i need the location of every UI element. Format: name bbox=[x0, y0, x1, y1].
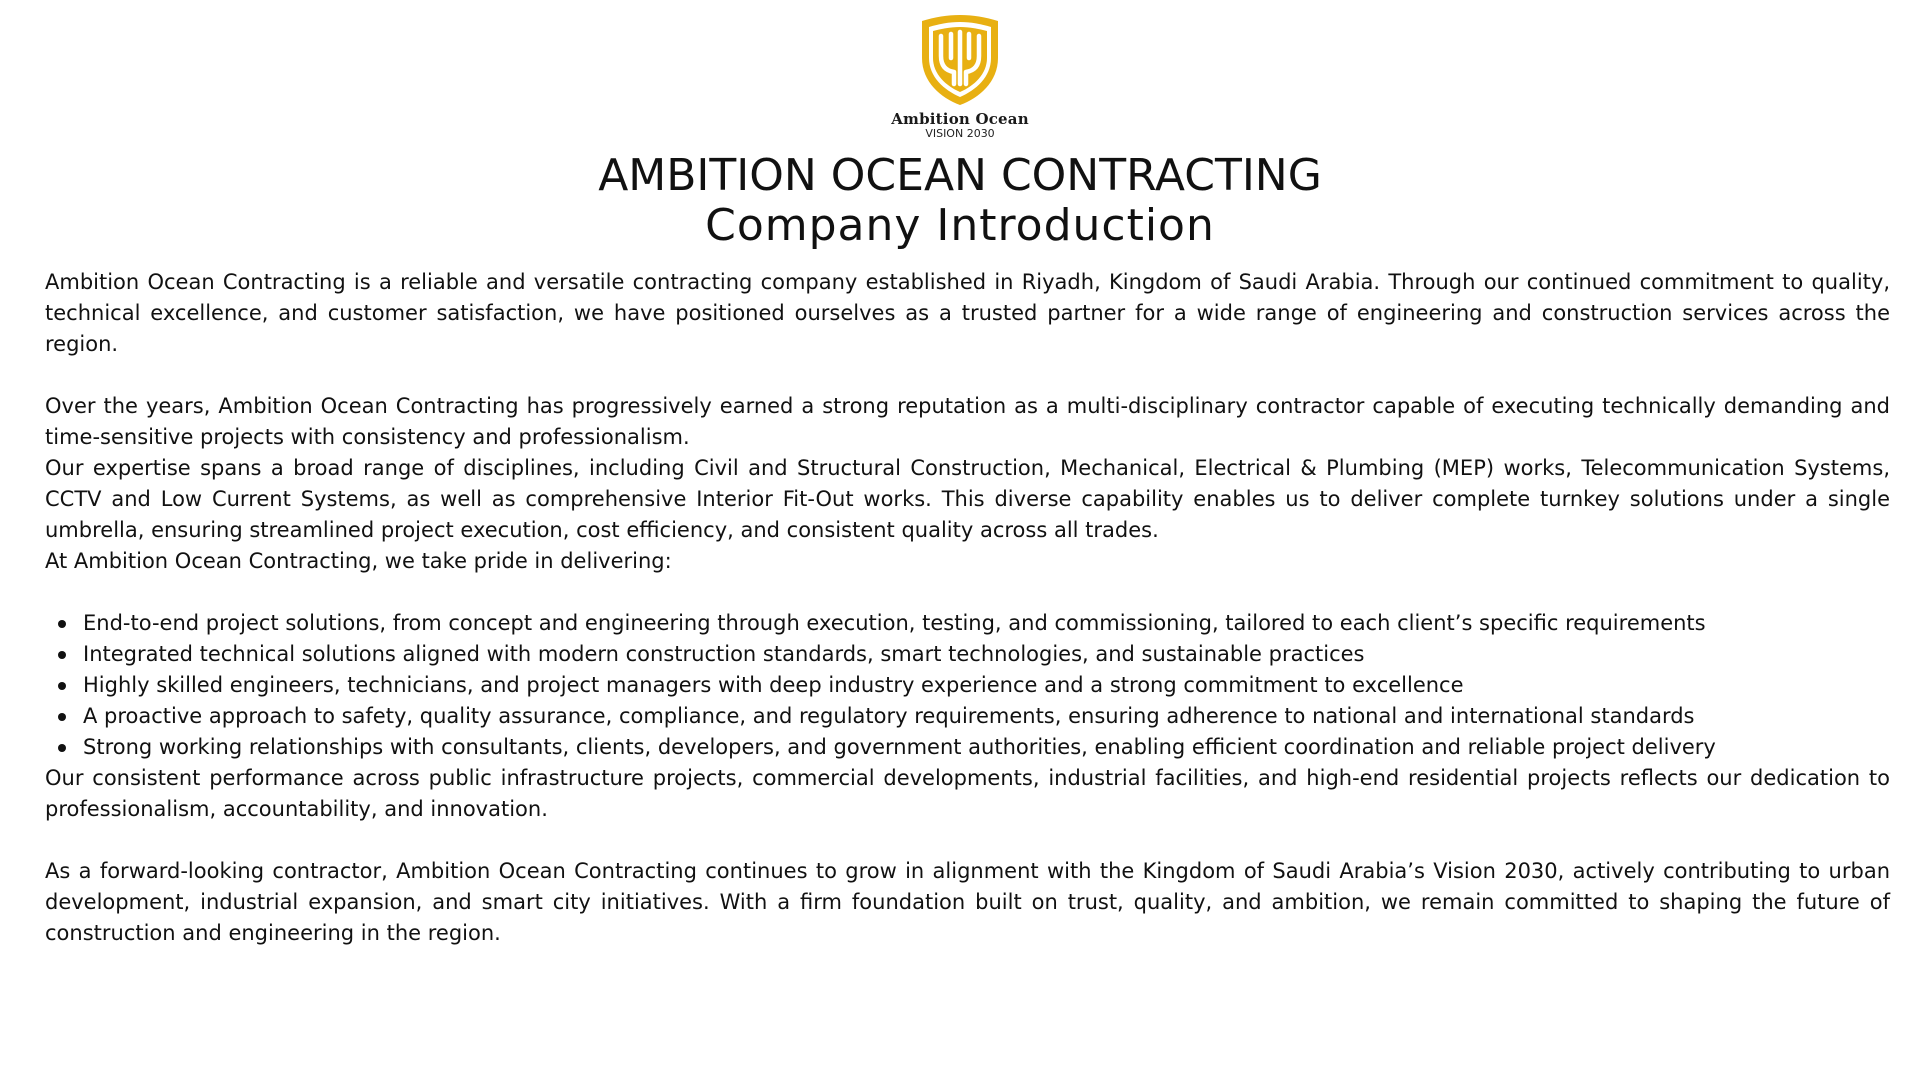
paragraph-performance: Our consistent performance across public infrastructure projects, commercial developments, industrial facilities, and high-end residential projects reflects our dedication to professionalism, accountability, and innovation. bbox=[45, 766, 1890, 821]
list-item: Highly skilled engineers, technicians, and project managers with deep industry experience and a strong commitment to excellence bbox=[83, 670, 1890, 701]
paragraph-reputation: Over the years, Ambition Ocean Contracting has progressively earned a strong reputation as a multi-disciplinary contractor capable of executing technically demanding and time-sensitive projects with consistency and professionalism. bbox=[45, 394, 1890, 449]
paragraph-intro: Ambition Ocean Contracting is a reliable and versatile contracting company established in Riyadh, Kingdom of Saudi Arabia. Through our continued commitment to quality, technical excellence, and customer satisfaction, we have positioned ourselves as a trusted partner for a wide range of engineering and construction services across the region. bbox=[45, 270, 1890, 356]
document-subtitle: Company Introduction bbox=[705, 200, 1215, 251]
paragraph-vision: As a forward-looking contractor, Ambition Ocean Contracting continues to grow in alignment with the Kingdom of Saudi Arabia’s Vision 2030, actively contributing to urban development, industrial expansion, and smart city initiatives. With a firm foundation built on trust, quality, and ambition, we remain committed to shaping the future of construction and engineering in the region. bbox=[45, 859, 1890, 945]
list-item: A proactive approach to safety, quality assurance, compliance, and regulatory requirements, ensuring adherence to national and international standards bbox=[83, 701, 1890, 732]
logo-wordmark: Ambition Ocean bbox=[891, 110, 1029, 128]
document-title: AMBITION OCEAN CONTRACTING bbox=[598, 150, 1322, 201]
paragraph-expertise: Our expertise spans a broad range of disciplines, including Civil and Structural Construction, Mechanical, Electrical & Plumbing (MEP) works, Telecommunication Systems, CCTV and Low Current Systems, as well as comprehensive Interior Fit-Out works. This diverse capability enables us to deliver complete turnkey solutions under a single umbrella, ensuring streamlined project execution, cost efficiency, and consistent quality across all trades. bbox=[45, 456, 1890, 542]
paragraph-pride: At Ambition Ocean Contracting, we take pride in delivering: bbox=[45, 549, 672, 573]
capabilities-list bbox=[45, 608, 1890, 763]
paragraph-spacer bbox=[45, 360, 1890, 391]
list-item: Integrated technical solutions aligned with modern construction standards, smart technologies, and sustainable practices bbox=[83, 639, 1890, 670]
company-logo bbox=[880, 12, 1040, 152]
list-item: End-to-end project solutions, from concept and engineering through execution, testing, and commissioning, tailored to each client’s specific requirements bbox=[83, 608, 1890, 639]
shield-emblem-icon bbox=[917, 12, 1003, 108]
paragraph-spacer bbox=[45, 825, 1890, 856]
document-body bbox=[45, 267, 1890, 949]
list-item: Strong working relationships with consultants, clients, developers, and government authorities, enabling efficient coordination and reliable project delivery bbox=[83, 732, 1890, 763]
logo-tagline: VISION 2030 bbox=[925, 127, 995, 140]
paragraph-spacer bbox=[45, 577, 1890, 608]
